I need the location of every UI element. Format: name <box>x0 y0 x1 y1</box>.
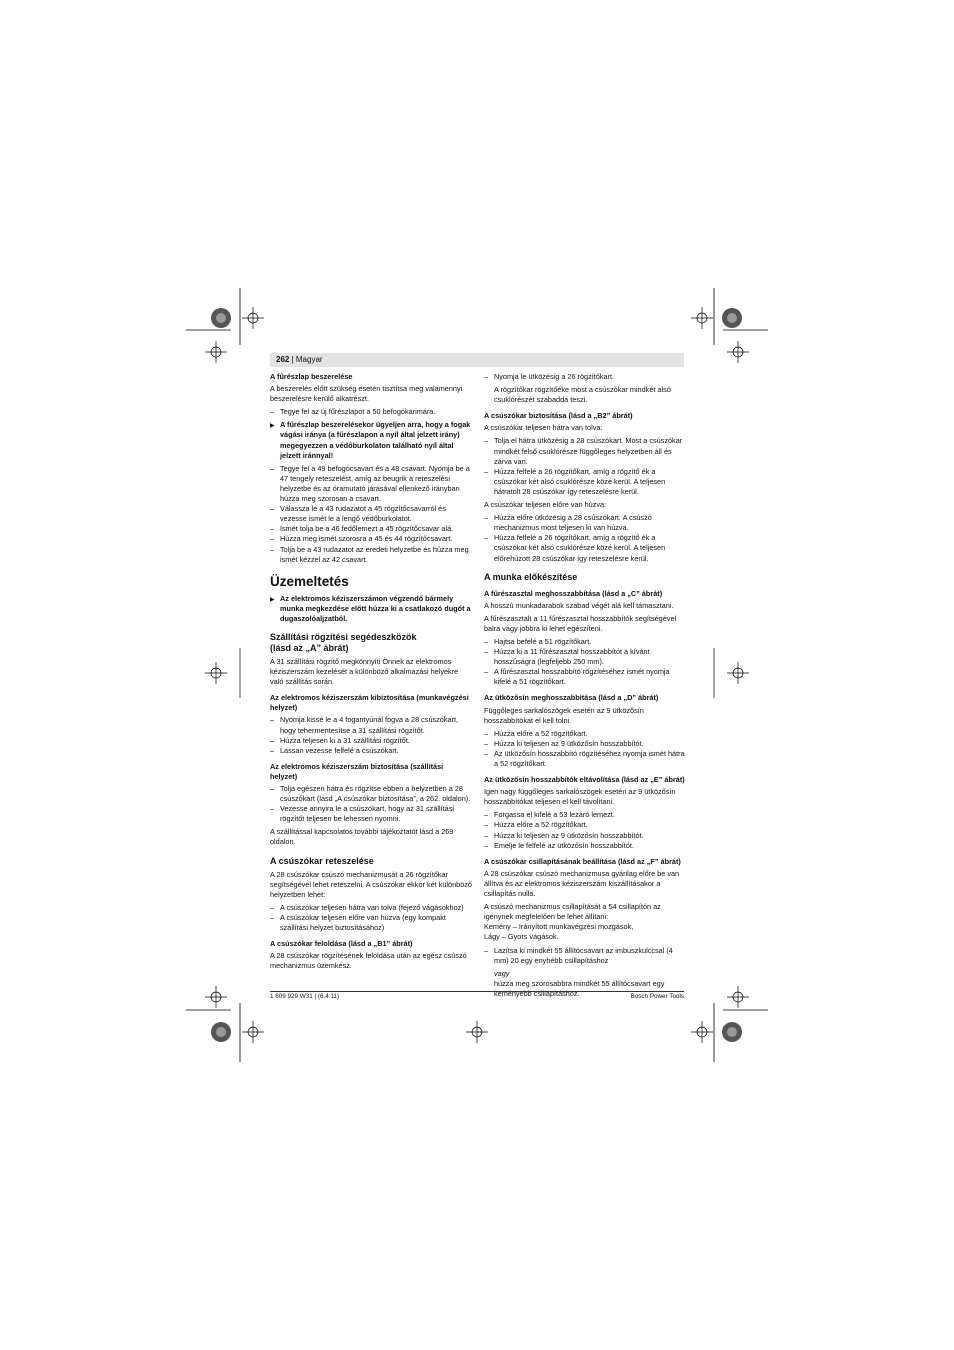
list-item: – Tolja be a 43 rudazatot az eredeti helyzetbe és húzza meg ismét kézzel az 42 csavart. <box>270 545 472 565</box>
header-separator: | <box>289 355 296 364</box>
title-line: (lásd az „A” ábrát) <box>270 642 349 653</box>
list-item: – Húzza ki teljesen az 9 ütközősín hosszabbítót. <box>484 739 686 749</box>
list-item: – Húzza előre a 52 rögzítőkart. <box>484 729 686 739</box>
indented-paragraph: A rögzítőkar rögzítőéke most a csúszókar mindkét alsó csuklórészét szabaddá teszi. <box>494 385 671 405</box>
paragraph: A csúszó mechanizmus csillapítását a 54 csillapítón az igénynek megfelelően be lehet állítani: <box>484 902 661 922</box>
list-item: – Húzza teljesen ki a 31 szállítási rögzítőt. <box>270 736 472 746</box>
list-item: – Vezesse annyira le a csúszókart, hogy az 31 szállítási rögzítőt teljesen be lehessen nyomni. <box>270 804 472 824</box>
list-item: – Az ütközősín hosszabbító rögzítéséhez nyomja ismét hátra a 52 rögzítőkart. <box>484 749 686 769</box>
list-item: – Tegye fel a 49 befogócsavart és a 48 csavart. Nyomja be a 47 tengely reteszelést, amíg az beugrik a reteszelési helyzetbe és az óramutató járásával ellenkező irányban húzza meg szorosan a csavart. <box>270 464 472 504</box>
list-item: – Tolja egészen hátra és rögzítse ebben a helyzetben a 28 csúszókart (lásd „A csúszókar biztosítása”, a 262. oldalon). <box>270 784 472 804</box>
header-bar <box>270 353 684 367</box>
subsection-title: Az elektromos kéziszerszám biztosítása (szállítási helyzet) <box>270 761 444 781</box>
left-column <box>270 372 472 974</box>
warning-note: ▶ A fűrészlap beszerelésekor ügyeljen arra, hogy a fogak vágási iránya (a fűrészlapon a nyíl által jelzett irány) megegyezzen a védőburkolaton található nyíl által jelzett iránnyal! <box>270 420 472 460</box>
option-line: Kemény – Irányított munkavégzési mozgások, <box>484 922 634 932</box>
list-item: – Tegye fel az új fűrészlapot a 50 befogókarimára. <box>270 407 472 417</box>
section-title <box>270 632 472 654</box>
right-column <box>484 372 686 1002</box>
list-item: – Emelje le felfelé az ütközősín hosszabbítót. <box>484 841 686 851</box>
dash-list <box>484 729 686 769</box>
header-language: Magyar <box>295 355 323 364</box>
subsection-title: A fűrészasztal meghosszabbítása (lásd a „C” ábrát) <box>484 588 663 598</box>
dash-list <box>484 436 686 497</box>
footer-doc-id: 1 609 929 W31 | (6.4.11) <box>270 993 340 1000</box>
list-item: – Húzza előre ütközésig a 28 csúszókart. A csúszó mechanizmus most teljesen ki van húzva. <box>484 513 686 533</box>
footer-brand: Bosch Power Tools <box>630 993 684 1000</box>
subsection-title: A csúszókar csillapításának beállítása (lásd az „F” ábrát) <box>484 856 681 866</box>
list-item: – A csúszókar teljesen hátra van tolva (fejező vágásokhoz) <box>270 903 472 913</box>
list-item: – A fűrészasztal hosszabbító rögzítéséhez ismét nyomja kifelé a 51 rögzítőkart. <box>484 667 686 687</box>
list-item: – Nyomja kissé le a 4 fogantyúnál fogva a 28 csúszókart, hogy tehermentesítse a 31 szállítási rögzítőt. <box>270 715 472 735</box>
paragraph: Igen nagy függőleges sarkalószögek esetén az 9 ütközősín hosszabbítókat teljesen el kell távolítani. <box>484 787 676 807</box>
paragraph: A 28 csúszókar csúszó mechanizmusát a 26 rögzítőkar segítségével lehet reteszelni. A csúszókar ekkor két különböző helyzetben lehet: <box>270 869 472 899</box>
dash-list <box>484 372 686 382</box>
paragraph: A 28 csúszókar rögzítésének feloldása után az egész csúszó mechanizmus üzemkész. <box>270 951 467 971</box>
list-item: – Hajtsa befelé a 51 rögzítőkart. <box>484 637 686 647</box>
subsection-title: A csúszókar feloldása (lásd a „B1” ábrát) <box>270 939 413 949</box>
list-item: – Húzza felfelé a 26 rögzítőkart, amíg a rögzítő ék a csúszókar két alsó csuklórésze közé kerül. A teljesen hátratolt 28 csúszókar így reteszelésre kerül. <box>484 467 686 497</box>
list-item: – Lazítsa ki mindkét 55 állítócsavart az imbuszkulccsal (4 mm) 20 egy enyhébb csillapításhoz <box>484 946 686 966</box>
paragraph: A fűrészasztalt a 11 fűrészasztal hosszabbítók segítségével balra vagy jobbra ki lehet egészíteni. <box>484 613 677 633</box>
list-item: – Ismét tolja be a 46 fedőlemezt a 45 rögzítőcsavar alá. <box>270 524 472 534</box>
section-title: A fűrészlap beszerelése <box>270 372 353 381</box>
list-item: – Válassza le a 43 rudazatot a 45 rögzítőcsavarról és vezesse ismét le a lengő védőburkolatot. <box>270 504 472 524</box>
subsection-title: Az ütközősín hosszabbítók eltávolítása (lásd az „E” ábrát) <box>484 775 685 785</box>
dash-list <box>270 784 472 824</box>
dash-list <box>270 464 472 565</box>
list-item: – Húzza előre a 52 rögzítőkart. <box>484 820 686 830</box>
list-item: – Húzza felfelé a 26 rögzítőkart, amíg a rögzítő ék a csúszókar két alsó csuklórésze közé kerül. A teljesen előrehúzott 28 csúszókar így reteszelésre kerül. <box>484 533 686 563</box>
list-item: – Húzza ki teljesen az 9 ütközősín hosszabbítót. <box>484 831 686 841</box>
dash-list <box>270 407 472 417</box>
list-item: – Húzza ki a 11 fűrészasztal hosszabbítót a kívánt hosszúságra (legfeljebb 250 mm). <box>484 647 686 667</box>
paragraph: Függőleges sarkalószögek esetén az 9 ütközősín hosszabbítókat el kell tolni. <box>484 705 644 725</box>
paragraph: A hosszú munkadarabok szabad végét alá kell támasztani. <box>484 600 674 610</box>
section-title: A munka előkészítése <box>484 571 578 582</box>
list-item: – Húzza meg ismét szorosra a 45 és 44 rögzítőcsavart. <box>270 534 472 544</box>
or-word: vagy <box>494 968 510 978</box>
list-item: – Tolja el hátra ütközésig a 28 csúszókart. Most a csúszókar mindkét felső csuklórésze függőleges helyzetben áll és zárva van. <box>484 436 686 466</box>
list-item: – Nyomja le ütközésig a 26 rögzítőkart. <box>484 372 686 382</box>
dash-list <box>270 715 472 755</box>
paragraph: A beszerelés előtt szükség esetén tisztítsa meg valamennyi beszerelésre kerülő alkatrészt. <box>270 384 463 404</box>
list-item: – A csúszókar teljesen előre van húzva (egy kompakt szállítási helyzet biztosításához) <box>270 913 472 933</box>
page-header <box>276 354 323 366</box>
chapter-title: Üzemeltetés <box>270 573 349 589</box>
paragraph: A 28 csúszókar csúszó mechanizmusa gyárilag előre be van állítva és az elektromos kéziszerszám kiszállításakor a csillapítás nulla. <box>484 868 680 899</box>
paragraph: A csúszókar teljesen előre van húzva: <box>484 500 607 510</box>
list-item: – Lassan vezesse felfelé a csúszókart. <box>270 746 472 756</box>
dash-list <box>484 513 686 563</box>
title-line: Szállítási rögzítési segédeszközök <box>270 631 417 642</box>
subsection-title: Az ütközősín meghosszabbítása (lásd a „D” ábrát) <box>484 693 659 703</box>
dash-list <box>484 946 686 966</box>
subsection-title: Az elektromos kéziszerszám kibiztosítása (munkavégzési helyzet) <box>270 693 469 713</box>
option-line: Lágy – Gyors vágások. <box>484 932 559 942</box>
list-item: – Forgassa el kifelé a 53 lezáró lemezt. <box>484 810 686 820</box>
indented-paragraph: húzza meg szorosabbra mindkét 55 állítócsavart egy keményebb csillapításhoz. <box>494 978 665 998</box>
dash-list <box>270 903 472 933</box>
warning-note: ▶ Az elektromos kéziszerszámon végzendő bármely munka megkezdése előtt húzza ki a csatlakozó dugót a dugaszolóaljzatból. <box>270 594 472 624</box>
dash-list <box>484 637 686 687</box>
subsection-title: A csúszókar biztosítása (lásd a „B2” ábrát) <box>484 411 633 421</box>
dash-list <box>484 810 686 850</box>
section-title: A csúszókar reteszelése <box>270 855 374 866</box>
paragraph: A 31 szállítási rögzítő megkönnyíti Önnek az elektromos kéziszerszám kezelését a különböző alkalmazási helyekre való szállítás során. <box>270 656 459 687</box>
footer-rule <box>270 991 684 992</box>
paragraph: A csúszókar teljesen hátra van tolva: <box>484 423 603 433</box>
page-number: 262 <box>276 355 290 364</box>
paragraph: A szállítással kapcsolatos további tájékoztatót lásd a 269 oldalon. <box>270 827 454 847</box>
